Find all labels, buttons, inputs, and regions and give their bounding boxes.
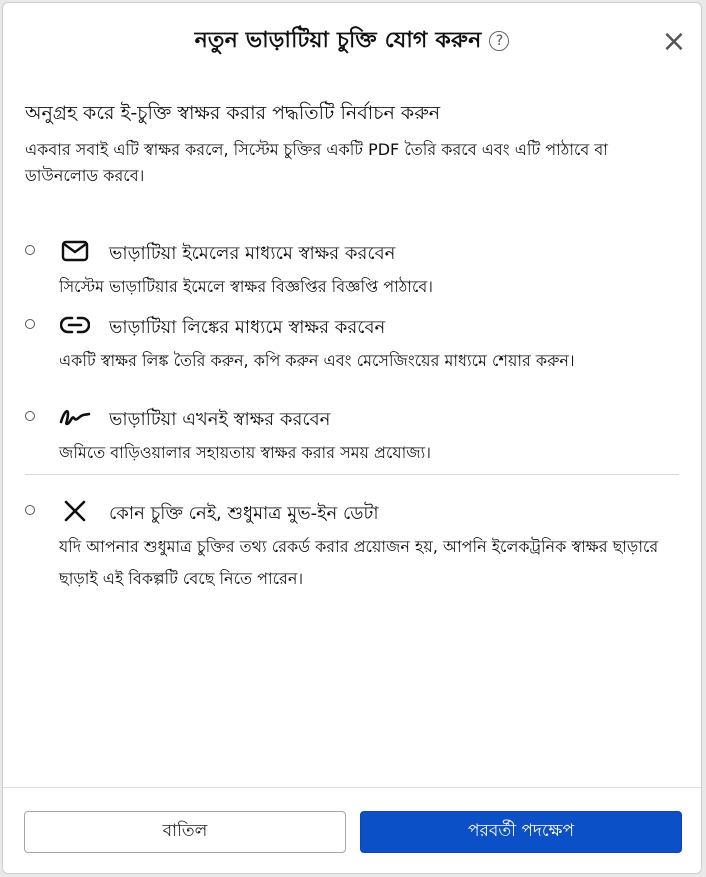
cancel-button[interactable]: বাতিল — [24, 811, 346, 853]
close-icon[interactable]: × — [661, 24, 687, 59]
radio-no-contract[interactable] — [25, 505, 35, 515]
next-step-button[interactable]: পরবর্তী পদক্ষেপ — [360, 811, 682, 853]
footer-divider — [3, 787, 701, 788]
dialog-title: নতুন ভাড়াটিয়া চুক্তি যোগ করুন — [194, 27, 482, 53]
help-icon[interactable]: ? — [489, 31, 509, 51]
option-description: সিস্টেম ভাড়াটিয়ার ইমেলে স্বাক্ষর বিজ্ঞপ্তির বিজ্ঞপ্তি পাঠাবে। — [59, 277, 434, 296]
envelope-icon — [59, 237, 91, 265]
link-icon — [59, 311, 91, 339]
radio-sign-via-link[interactable] — [25, 319, 35, 329]
radio-sign-via-email[interactable] — [25, 245, 35, 255]
intro-text: একবার সবাই এটি স্বাক্ষর করলে, সিস্টেম চুক্তির একটি PDF তৈরি করবে এবং এটি পাঠাবে বা ডাউনলোড করবে। — [25, 140, 608, 185]
option-title: ভাড়াটিয়া লিঙ্কের মাধ্যমে স্বাক্ষর করবেন — [109, 317, 386, 338]
option-description: একটি স্বাক্ষর লিঙ্ক তৈরি করুন, কপি করুন এবং মেসেজিংয়ের মাধ্যমে শেয়ার করুন। — [59, 351, 575, 370]
intro-section — [25, 99, 679, 189]
intro-heading: অনুগ্রহ করে ই-চুক্তি স্বাক্ষর করার পদ্ধতিটি নির্বাচন করুন — [25, 102, 441, 124]
x-icon — [59, 497, 91, 525]
divider — [25, 474, 679, 475]
option-title: ভাড়াটিয়া এখনই স্বাক্ষর করবেন — [109, 409, 331, 430]
signature-icon — [59, 403, 91, 431]
option-description: যদি আপনার শুধুমাত্র চুক্তির তথ্য রেকর্ড করার প্রয়োজন হয়, আপনি ইলেকট্রনিক স্বাক্ষর ছাড়ারে ছাড়াই এই বিকল্পটি বেছে নিতে পারেন। — [59, 537, 659, 588]
dialog-header — [3, 3, 701, 79]
radio-sign-now[interactable] — [25, 411, 35, 421]
new-tenant-contract-dialog — [2, 2, 702, 874]
option-description: জমিতে বাড়িওয়ালার সহায়তায় স্বাক্ষর করার সময় প্রযোজ্য। — [59, 443, 431, 462]
option-title: ভাড়াটিয়া ইমেলের মাধ্যমে স্বাক্ষর করবেন — [109, 243, 396, 264]
option-title: কোন চুক্তি নেই, শুধুমাত্র মুভ-ইন ডেটা — [109, 503, 379, 524]
